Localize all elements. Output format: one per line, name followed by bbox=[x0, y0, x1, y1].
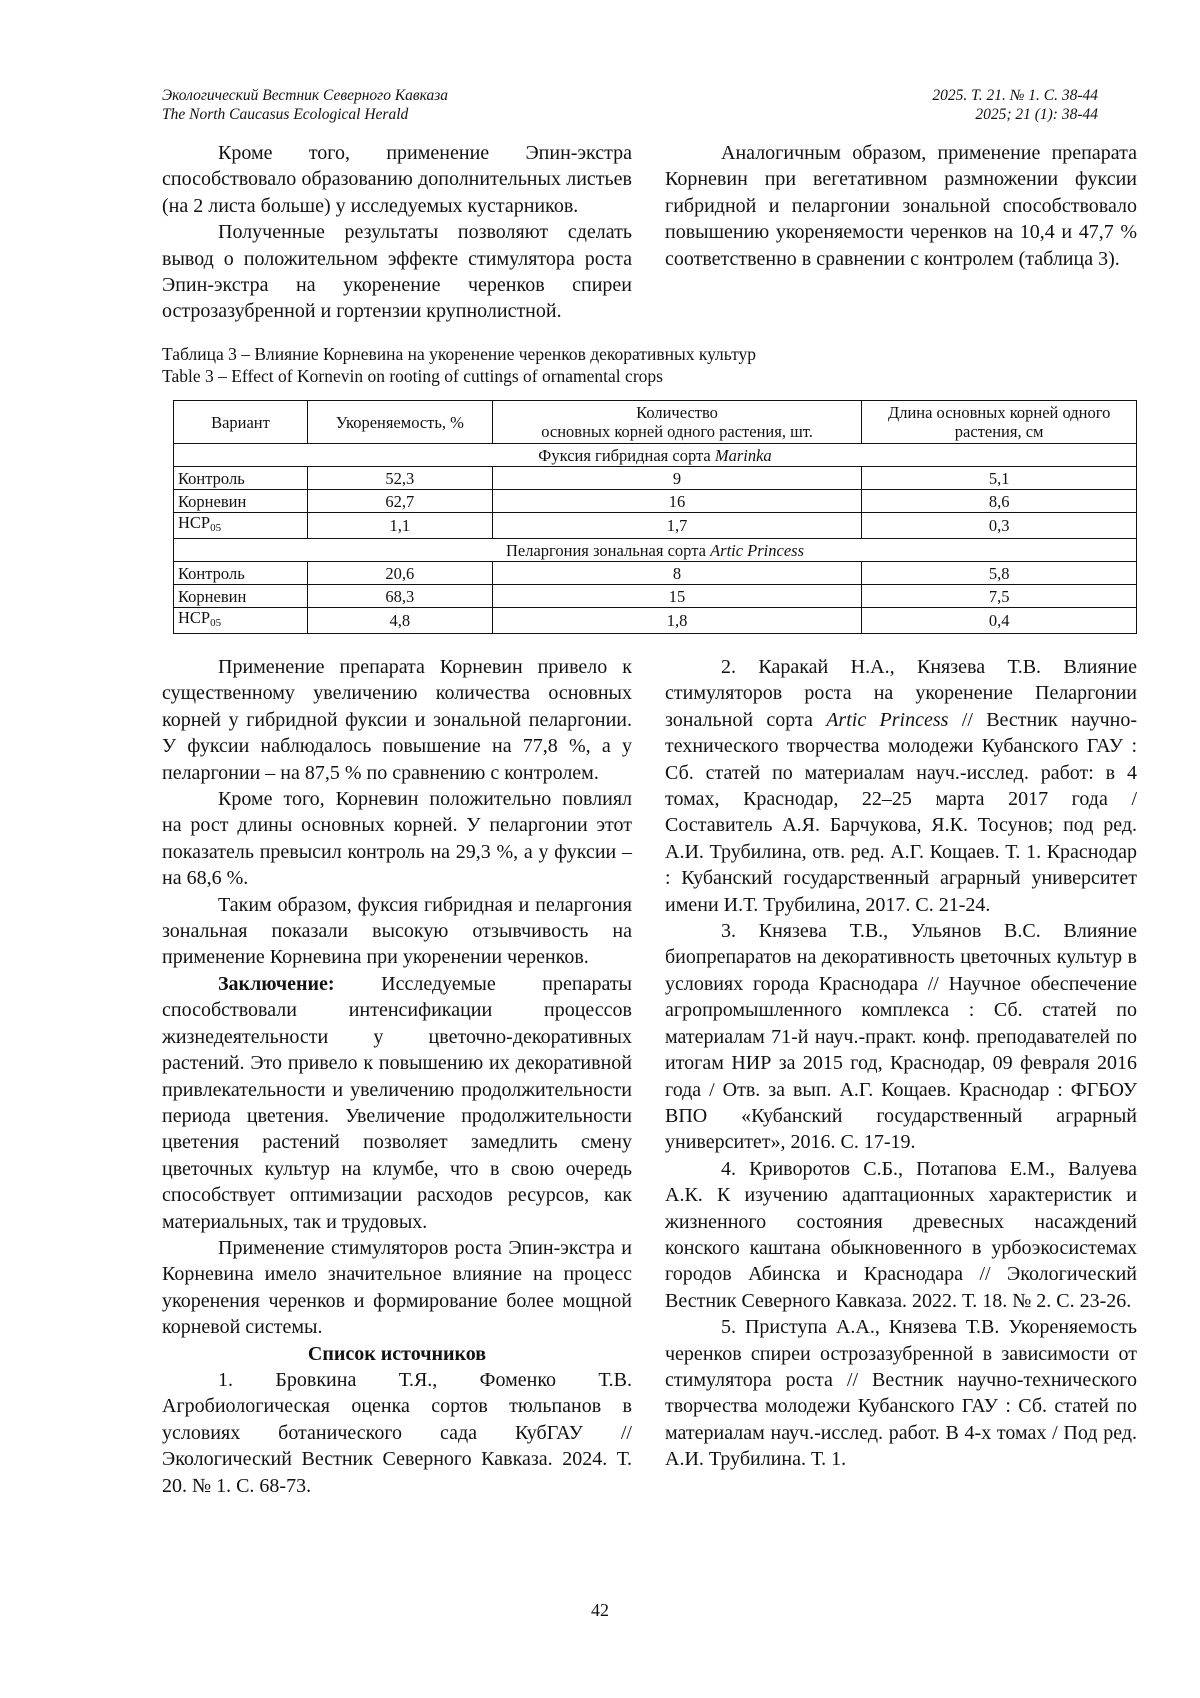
cell-variant: Контроль bbox=[174, 467, 308, 490]
cell-variant: Контроль bbox=[174, 562, 308, 585]
cell-variant: Корневин bbox=[174, 490, 308, 513]
cell-length: 5,8 bbox=[862, 562, 1137, 585]
conclusion-label: Заключение: bbox=[218, 972, 335, 995]
issue-en: 2025; 21 (1): 38-44 bbox=[975, 106, 1098, 123]
bottom-right-column bbox=[665, 654, 1137, 1473]
cell-count: 9 bbox=[492, 467, 862, 490]
cultivar-name: Artic Princess bbox=[710, 540, 805, 560]
group-label bbox=[174, 539, 1137, 562]
group-row-fuchsia bbox=[174, 444, 1137, 467]
cell-variant bbox=[174, 513, 308, 539]
top-right-column bbox=[665, 140, 1137, 272]
table-caption-ru: Таблица 3 – Влияние Корневина на укоренение черенков декоративных культур bbox=[162, 344, 757, 364]
cell-count: 1,7 bbox=[492, 513, 862, 539]
cell-length: 0,3 bbox=[862, 513, 1137, 539]
cell-rooting: 62,7 bbox=[307, 490, 492, 513]
table-header-row bbox=[174, 401, 1137, 444]
cell-count: 8 bbox=[492, 562, 862, 585]
cell-length: 5,1 bbox=[862, 467, 1137, 490]
table-row bbox=[174, 513, 1137, 539]
cell-variant: Корневин bbox=[174, 585, 308, 608]
cell-length: 8,6 bbox=[862, 490, 1137, 513]
cell-variant bbox=[174, 608, 308, 634]
conclusion-text: Исследуемые препараты способствовали интенсификации процессов жизнедеятельности у цветочно-декоративных растений. Это привело к повышению их декоративной привлекательности и увеличению продолжительности периода цветения. Увеличение продолжительности цветения растений позволяет замедлить смену цветочных культур на клумбе, что в свою очередь способствует оптимизации расходов ресурсов, как материальных, так и трудовых. bbox=[162, 972, 632, 1233]
cell-count: 15 bbox=[492, 585, 862, 608]
table-3 bbox=[173, 400, 1137, 634]
journal-title-en: The North Caucasus Ecological Herald bbox=[162, 106, 409, 123]
hsr-subscript: 05 bbox=[210, 617, 222, 629]
table-row bbox=[174, 608, 1137, 634]
cell-length: 7,5 bbox=[862, 585, 1137, 608]
paragraph: Применение препарата Корневин привело к существенному увеличению количества основных корней у гибридной фуксии и зональной пеларгонии. У фуксии наблюдалось повышение на 77,8 %, а у пеларгонии – на 87,5 % по сравнению с контролем. bbox=[162, 656, 632, 784]
hsr-label: НСР bbox=[178, 513, 211, 532]
conclusion-paragraph bbox=[162, 971, 632, 1235]
table-caption-en: Table 3 – Effect of Kornevin on rooting of cuttings of ornamental crops bbox=[162, 366, 663, 386]
header-rooting: Укореняемость, % bbox=[307, 401, 492, 444]
journal-title-ru: Экологический Вестник Северного Кавказа bbox=[162, 87, 449, 104]
table-row bbox=[174, 562, 1137, 585]
page-number: 42 bbox=[591, 1600, 609, 1620]
table-row bbox=[174, 467, 1137, 490]
paragraph: Применение стимуляторов роста Эпин-экстра и Корневина имело значительное влияние на процесс укоренения черенков и формирование более мощной корневой системы. bbox=[162, 1236, 632, 1339]
running-header-left bbox=[162, 86, 448, 124]
cell-count: 1,8 bbox=[492, 608, 862, 634]
group-prefix: Пеларгония зональная сорта bbox=[505, 540, 711, 560]
paragraph: Кроме того, Корневин положительно повлиял на рост длины основных корней. У пеларгонии этот показатель превысил контроль на 29,3 %, а у фуксии – на 68,6 %. bbox=[162, 788, 632, 890]
group-prefix: Фуксия гибридная сорта bbox=[538, 445, 715, 465]
cell-rooting: 68,3 bbox=[307, 585, 492, 608]
references-heading: Список источников bbox=[307, 1342, 487, 1365]
cultivar-name: Artic Princess bbox=[826, 708, 949, 731]
header-count-line2: основных корней одного растения, шт. bbox=[541, 422, 813, 441]
cell-rooting: 52,3 bbox=[307, 467, 492, 490]
cell-rooting: 20,6 bbox=[307, 562, 492, 585]
table-caption bbox=[162, 343, 756, 387]
reference-item: 3. Князева Т.В., Ульянов В.С. Влияние биопрепаратов на декоративность цветочных культур в условиях города Краснодара // Научное обеспечение агропромышленного комплекса : Сб. статей по материалам 71-й науч.-практ. конф. преподавателей по итогам НИР за 2015 год, Краснодар, 09 февраля 2016 года / Отв. за вып. А.Г. Кощаев. Краснодар : ФГБОУ ВПО «Кубанский государственный аграрный университет», 2016. С. 17-19. bbox=[665, 920, 1137, 1154]
header-variant: Вариант bbox=[174, 401, 308, 444]
cultivar-name: Marinka bbox=[714, 445, 772, 465]
paragraph: Кроме того, применение Эпин-экстра способствовало образованию дополнительных листьев (на 2 листа больше) у исследуемых кустарников. bbox=[162, 142, 632, 217]
cell-rooting: 1,1 bbox=[307, 513, 492, 539]
table-row bbox=[174, 585, 1137, 608]
reference-text: 2. Каракай Н.А., Князева Т.В. Влияние стимуляторов роста на укоренение Пеларгонии зональной сорта bbox=[665, 656, 1137, 731]
group-row-pelargonium bbox=[174, 539, 1137, 562]
group-label bbox=[174, 444, 1137, 467]
bottom-left-column bbox=[162, 654, 632, 1499]
reference-item: 4. Криворотов С.Б., Потапова Е.М., Валуева А.К. К изучению адаптационных характеристик и жизненного состояния древесных насаждений конского каштана обыкновенного в урбоэкосистемах городов Абинска и Краснодара // Экологический Вестник Северного Кавказа. 2022. Т. 18. № 2. С. 23-26. bbox=[665, 1157, 1137, 1312]
hsr-subscript: 05 bbox=[210, 522, 222, 534]
header-count-line1: Количество bbox=[636, 403, 718, 422]
issue-ru: 2025. Т. 21. № 1. С. 38-44 bbox=[932, 87, 1098, 104]
paragraph: Полученные результаты позволяют сделать вывод о положительном эффекте стимулятора роста Эпин-экстра на укоренение черенков спиреи острозазубренной и гортензии крупнолистной. bbox=[162, 221, 632, 323]
reference-item: 5. Приступа А.А., Князева Т.В. Укореняемость черенков спиреи острозазубренной в зависимости от стимулятора роста // Вестник научно-технического творчества молодежи Кубанского ГАУ : Сб. статей по материалам науч.-исслед. работ. В 4-х томах / Под ред. А.И. Трубилина. Т. 1. bbox=[665, 1316, 1137, 1471]
running-header-right bbox=[932, 86, 1098, 124]
header-count bbox=[492, 401, 862, 444]
paragraph: Таким образом, фуксия гибридная и пеларгония зональная показали высокую отзывчивость на применение Корневина при укоренении черенков. bbox=[162, 893, 632, 969]
header-length: Длина основных корней одного растения, см bbox=[862, 401, 1137, 444]
reference-item bbox=[665, 654, 1137, 918]
cell-length: 0,4 bbox=[862, 608, 1137, 634]
top-left-column bbox=[162, 140, 632, 325]
paragraph: Аналогичным образом, применение препарата Корневин при вегетативном размножении фуксии гибридной и пеларгонии зональной способствовало повышению укореняемости черенков на 10,4 и 47,7 % соответственно в сравнении с контролем (таблица 3). bbox=[665, 142, 1137, 270]
table-row bbox=[174, 490, 1137, 513]
reference-text: // Вестник научно-технического творчества молодежи Кубанского ГАУ : Сб. статей по материалам науч.-исслед. работ: в 4 томах, Краснодар, 22–25 марта 2017 года / Составитель А.Я. Барчукова, Я.К. Тосунов; под ред. А.И. Трубилина, отв. ред. А.Г. Кощаев. Т. 1. Краснодар : Кубанский государственный аграрный университет имени И.Т. Трубилина, 2017. С. 21-24. bbox=[665, 708, 1137, 916]
reference-item: 1. Бровкина Т.Я., Фоменко Т.В. Агробиологическая оценка сортов тюльпанов в условиях ботанического сада КубГАУ // Экологический Вестник Северного Кавказа. 2024. Т. 20. № 1. С. 68-73. bbox=[162, 1368, 632, 1497]
cell-count: 16 bbox=[492, 490, 862, 513]
cell-rooting: 4,8 bbox=[307, 608, 492, 634]
hsr-label: НСР bbox=[178, 608, 211, 627]
